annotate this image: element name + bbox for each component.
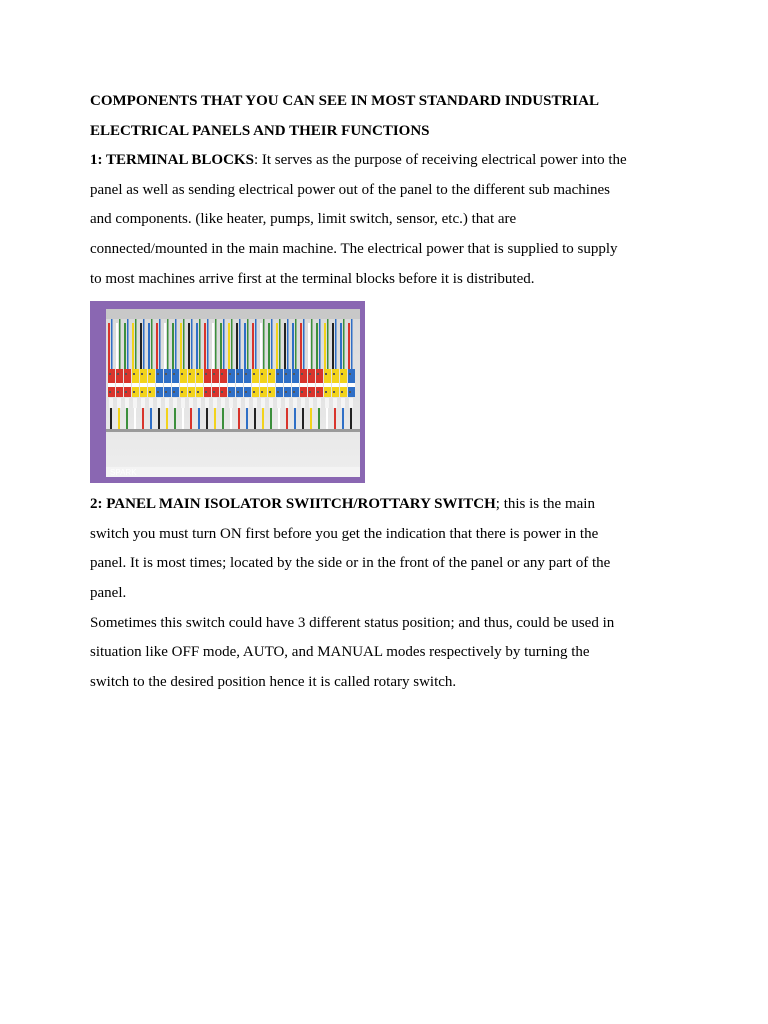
- terminal-blocks-illustration: [90, 301, 365, 483]
- section-isolator-switch: [90, 490, 630, 608]
- document-body: [90, 87, 630, 697]
- terminal-blocks-photo: [90, 301, 365, 483]
- section-terminal-blocks: [90, 146, 630, 294]
- section-term: 1: TERMINAL BLOCKS: [90, 152, 254, 169]
- section-text: ; this is the main switch you must turn ON first before you get the indication that there is power in the panel. It is most times; located by the side or in the front of the panel or any part of the panel.: [90, 496, 611, 601]
- photo-watermark: SPARK: [110, 468, 137, 478]
- section-isolator-switch-details: Sometimes this switch could have 3 different status position; and thus, could be used in situation like OFF mode, AUTO, and MANUAL modes respectively by turning the switch to the desired position hence it is called rotary switch.: [90, 614, 615, 690]
- section-term: 2: PANEL MAIN ISOLATOR SWIITCH/ROTTARY SWITCH: [90, 496, 496, 513]
- document-heading: COMPONENTS THAT YOU CAN SEE IN MOST STANDARD INDUSTRIAL ELECTRICAL PANELS AND THEIR FUNCTIONS: [90, 93, 599, 139]
- section-text: : It serves as the purpose of receiving electrical power into the panel as well as sending electrical power out of the panel to the different sub machines and components. (like heater, pumps, limit switch, sensor, etc.) that are connected/mounted in the main machine. The electrical power that is supplied to supply to most machines arrive first at the terminal blocks before it is distributed.: [90, 152, 627, 287]
